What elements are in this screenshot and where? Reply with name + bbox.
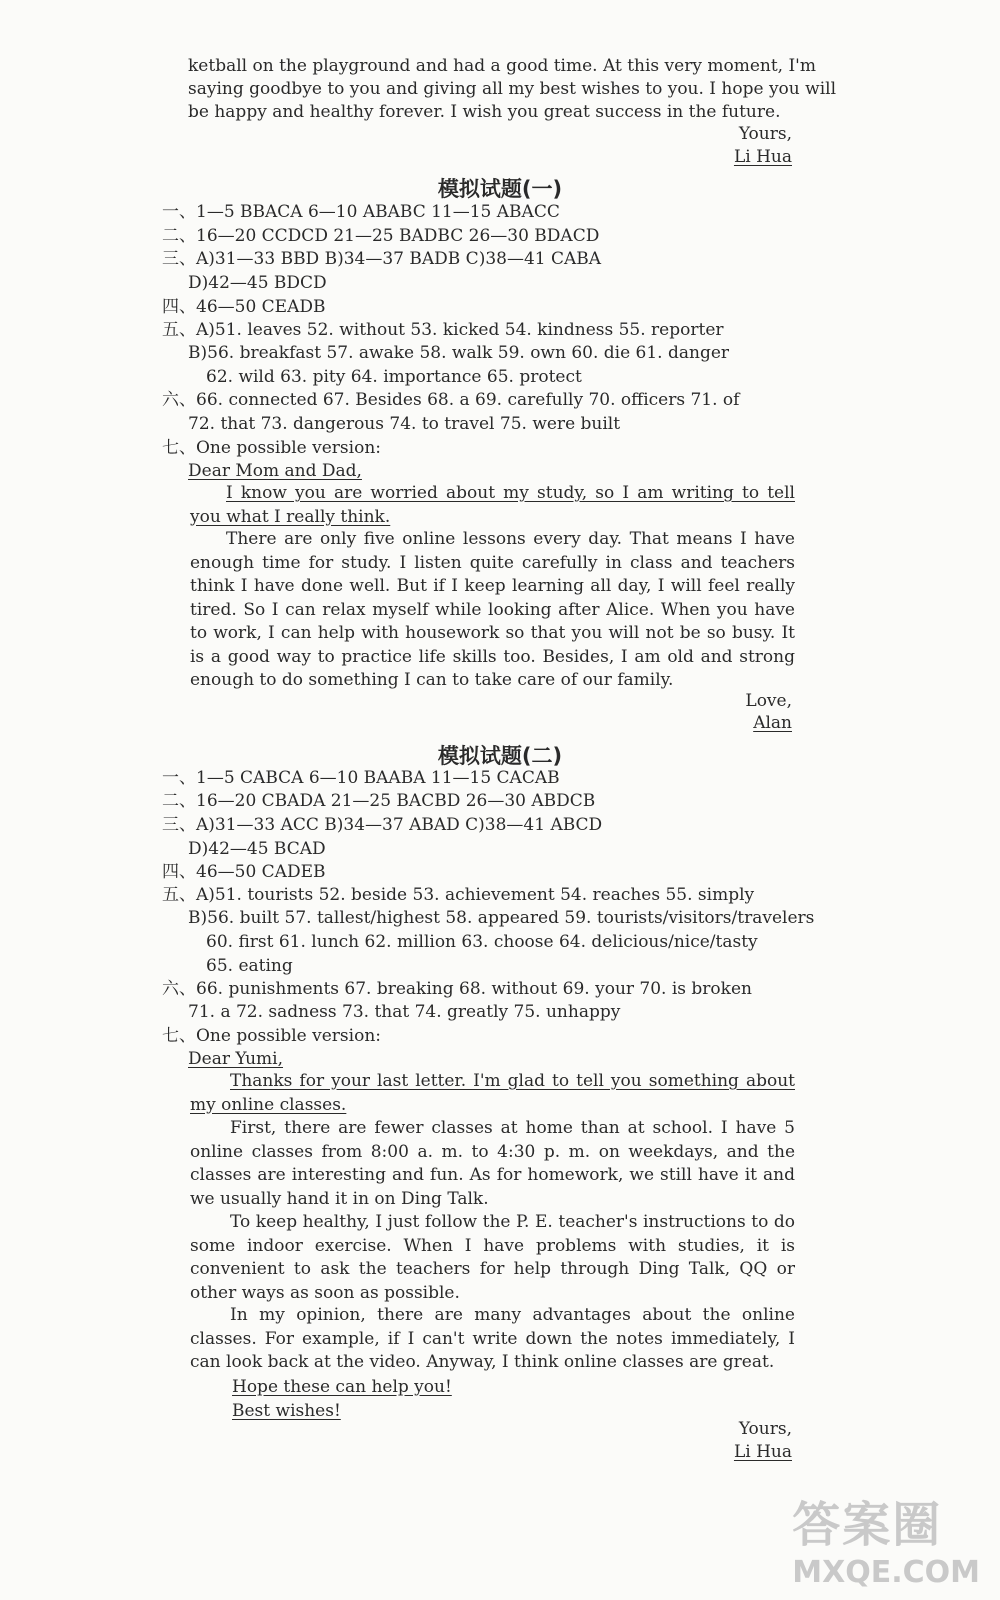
exam1-greeting: Dear Mom and Dad, xyxy=(188,461,362,481)
exam2-row-11: 71. a 72. sadness 73. that 74. greatly 75. unhappy xyxy=(188,1002,621,1022)
exam2-paragraph-2: To keep healthy, I just follow the P. E. teacher's instructions to do some indoor exercise. When I have problems with studies, it is convenient to ask the teachers for help through Ding Talk, QQ or other ways as soon as possible. xyxy=(190,1212,795,1303)
exam2-paragraph-3: In my opinion, there are many advantages about the online classes. For example, if I can't write down the notes immediately, I can look back at the video. Anyway, I think online classes are great. xyxy=(190,1305,795,1372)
intro-line-3: be happy and healthy forever. I wish you great success in the future. xyxy=(188,102,781,122)
exam1-row-1: 一、1—5 BBACA 6—10 ABABC 11—15 ABACC xyxy=(162,202,560,222)
exam2-first-para: Thanks for your last letter. I'm glad to tell you something about my online classes. xyxy=(190,1071,795,1115)
exam2-row-8: 60. first 61. lunch 62. million 63. choose 64. delicious/nice/tasty xyxy=(206,932,758,952)
exam1-row-8: 62. wild 63. pity 64. importance 65. protect xyxy=(206,367,582,387)
exam2-row-1: 一、1—5 CABCA 6—10 BAABA 11—15 CACAB xyxy=(162,768,560,788)
watermark-logo xyxy=(792,1486,980,1590)
exam2-end-line-2: Best wishes! xyxy=(232,1401,341,1421)
exam1-row-2: 二、16—20 CCDCD 21—25 BADBC 26—30 BDACD xyxy=(162,226,600,246)
exam1-row-11: 七、One possible version: xyxy=(162,438,381,458)
exam2-end-line-1: Hope these can help you! xyxy=(232,1377,452,1397)
exam1-signature: Alan xyxy=(753,713,792,733)
exam1-paragraph: There are only five online lessons every day. That means I have enough time for study. I listen quite carefully in class and teachers think I have done well. But if I keep learning all day, I will feel really tired. So I can relax myself while looking after Alice. When you have to work, I can help with housework so that you will not be so busy. It is a good way to practice life skills too. Besides, I am old and strong enough to do something I can to take care of our family. xyxy=(190,529,795,690)
exam1-first-para: I know you are worried about my study, so I am writing to tell you what I really think. xyxy=(190,483,795,527)
exam2-title: 模拟试题(二) xyxy=(437,744,563,768)
exam2-row-7: B)56. built 57. tallest/highest 58. appeared 59. tourists/visitors/travelers xyxy=(188,908,815,928)
exam1-row-5: 四、46—50 CEADB xyxy=(162,297,326,317)
exam2-row-5: 四、46—50 CADEB xyxy=(162,862,326,882)
exam1-row-7: B)56. breakfast 57. awake 58. walk 59. own 60. die 61. danger xyxy=(188,343,730,363)
exam1-row-6: 五、A)51. leaves 52. without 53. kicked 54. kindness 55. reporter xyxy=(162,320,724,340)
exam2-signature: Li Hua xyxy=(733,1442,792,1462)
exam2-row-9: 65. eating xyxy=(206,956,293,976)
exam2-row-12: 七、One possible version: xyxy=(162,1026,381,1046)
exam1-row-3: 三、A)31—33 BBD B)34—37 BADB C)38—41 CABA xyxy=(162,249,602,269)
exam2-row-6: 五、A)51. tourists 52. beside 53. achievement 54. reaches 55. simply xyxy=(162,885,755,905)
exam1-row-4: D)42—45 BDCD xyxy=(188,273,327,293)
exam2-paragraph-1: First, there are fewer classes at home than at school. I have 5 online classes from 8:00 a. m. to 4:30 p. m. on weekdays, and the classes are interesting and fun. As for homework, we still have it and we usually hand it in on Ding Talk. xyxy=(190,1118,795,1209)
exam1-title: 模拟试题(一) xyxy=(437,177,563,201)
exam2-greeting: Dear Yumi, xyxy=(188,1049,284,1069)
watermark-text-url: MXQE.COM xyxy=(792,1555,980,1590)
watermark-text-cn: 答案圈 xyxy=(792,1497,943,1553)
exam1-closing: Love, xyxy=(745,691,792,711)
intro-signature: Li Hua xyxy=(733,147,792,167)
exam2-row-4: D)42—45 BCAD xyxy=(188,839,326,859)
intro-line-1: ketball on the playground and had a good time. At this very moment, I'm xyxy=(188,56,816,76)
exam1-row-9: 六、66. connected 67. Besides 68. a 69. carefully 70. officers 71. of xyxy=(162,390,740,410)
intro-closing: Yours, xyxy=(738,124,792,144)
exam1-row-10: 72. that 73. dangerous 74. to travel 75. were built xyxy=(188,414,621,434)
exam2-closing: Yours, xyxy=(738,1419,792,1439)
exam2-row-2: 二、16—20 CBADA 21—25 BACBD 26—30 ABDCB xyxy=(162,791,596,811)
intro-line-2: saying goodbye to you and giving all my best wishes to you. I hope you will xyxy=(188,79,837,99)
exam2-row-3: 三、A)31—33 ACC B)34—37 ABAD C)38—41 ABCD xyxy=(162,815,603,835)
exam2-row-10: 六、66. punishments 67. breaking 68. without 69. your 70. is broken xyxy=(162,979,752,999)
